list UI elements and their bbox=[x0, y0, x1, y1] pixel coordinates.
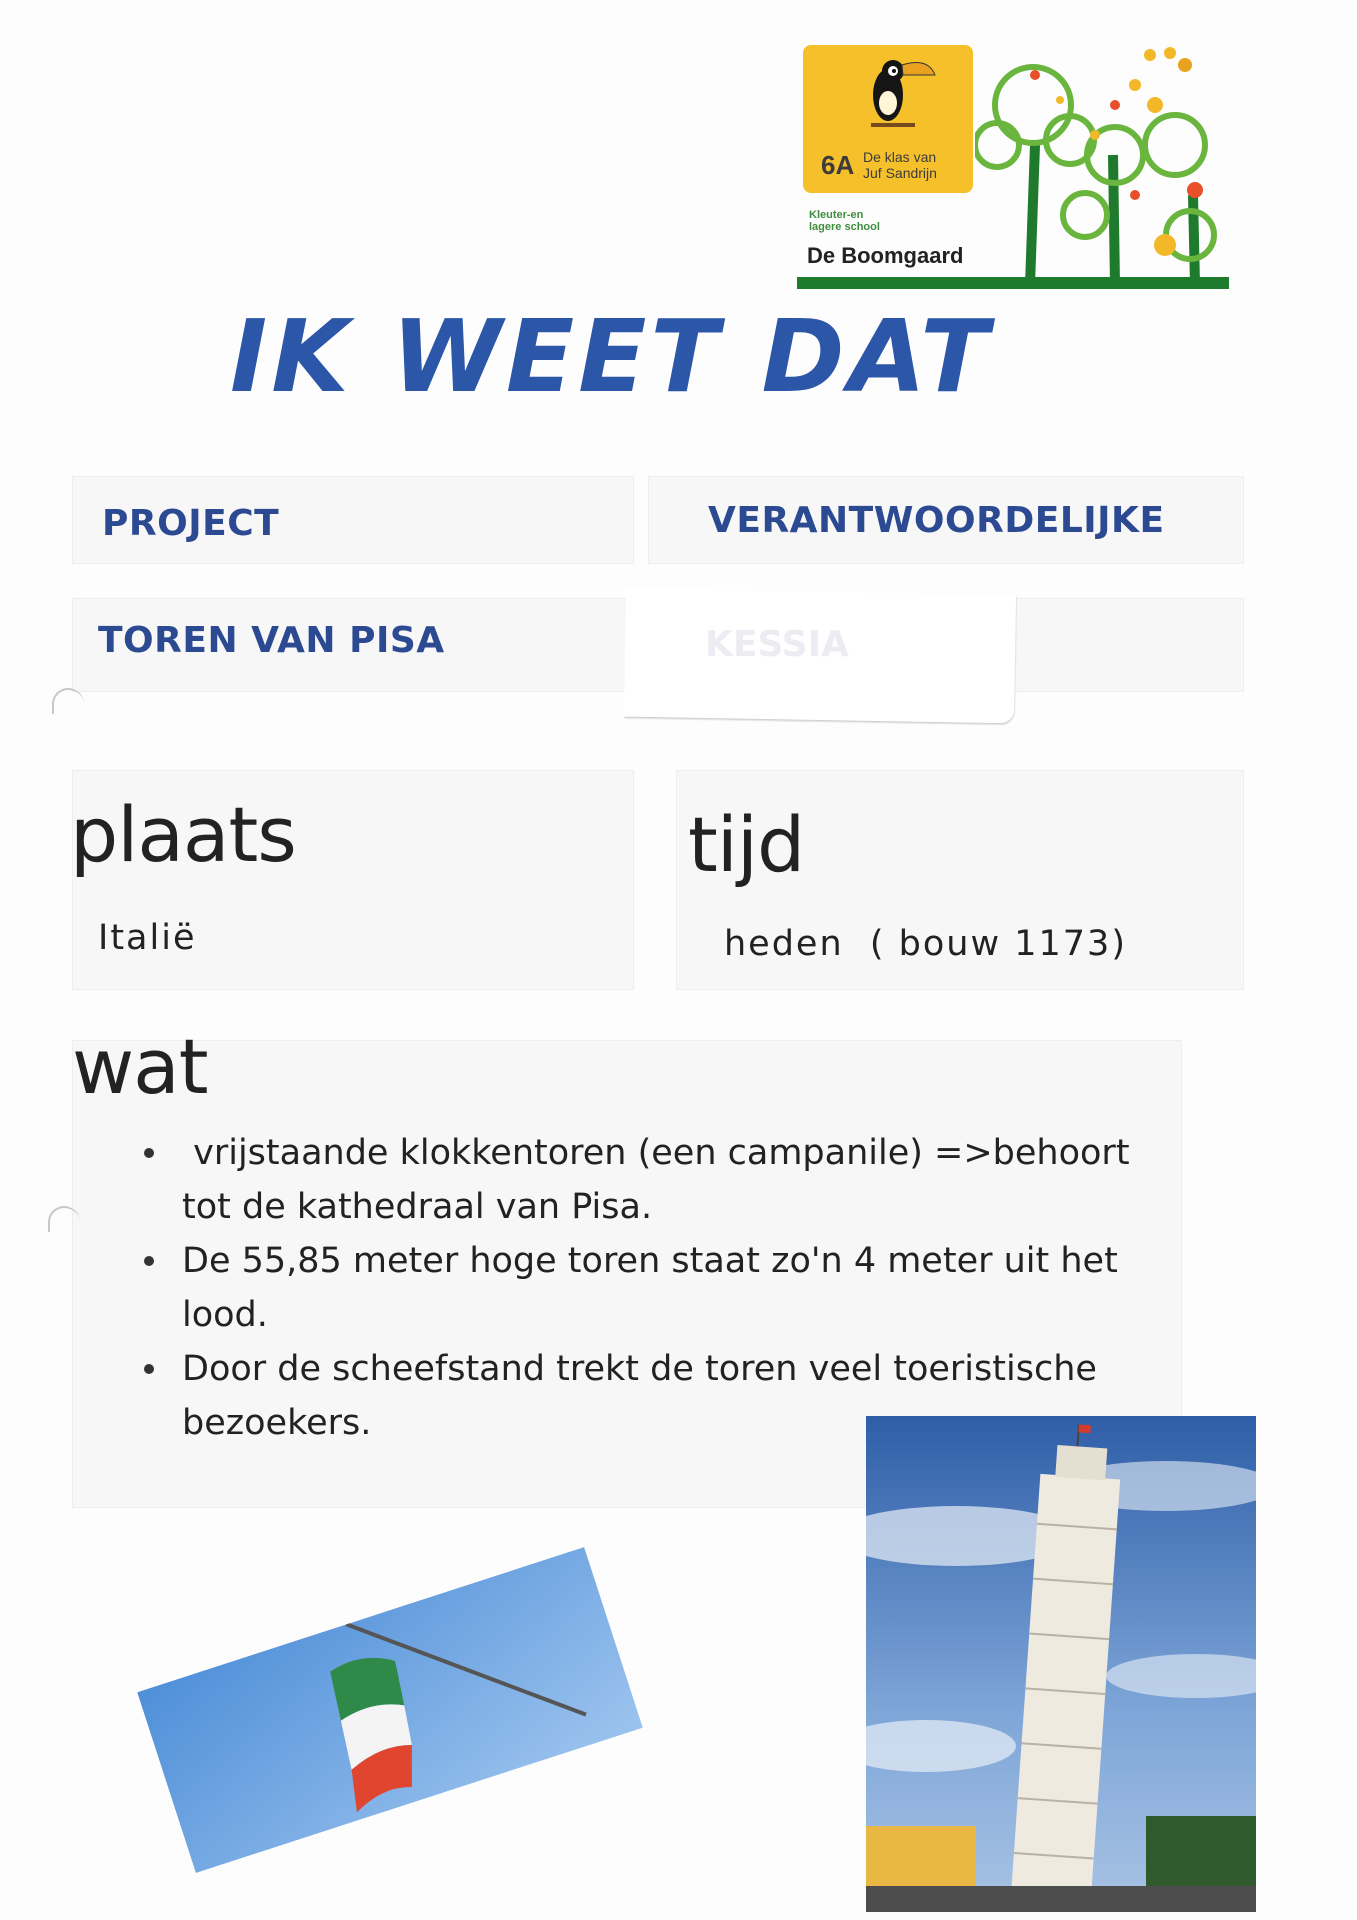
time-value: heden ( bouw 1173) bbox=[724, 924, 1127, 964]
class-badge bbox=[803, 45, 973, 193]
school-type: Kleuter-en lagere school bbox=[809, 209, 880, 233]
toucan-icon bbox=[803, 45, 973, 150]
punch-hole bbox=[52, 688, 84, 714]
time-heading: tijd bbox=[688, 800, 805, 889]
flag-image bbox=[137, 1547, 643, 1873]
class-code: 6A bbox=[821, 150, 855, 180]
list-item: vrijstaande klokkentoren (een campanile) =>behoort tot de kathedraal van Pisa. bbox=[140, 1126, 1140, 1234]
place-value: Italië bbox=[98, 918, 197, 958]
italian-flag-photo bbox=[137, 1547, 643, 1873]
facts-list bbox=[140, 1126, 1140, 1450]
page-title: IK WEET DAT bbox=[230, 298, 993, 415]
project-label: PROJECT bbox=[102, 503, 280, 544]
what-heading: wat bbox=[72, 1022, 208, 1111]
class-name: De klas van Juf Sandrijn bbox=[863, 149, 937, 181]
school-name: De Boomgaard bbox=[807, 243, 964, 268]
list-item: Door de scheefstand trekt de toren veel toeristische bezoekers. bbox=[140, 1342, 1140, 1450]
responsible-value: KESSIA bbox=[705, 624, 849, 665]
punch-hole bbox=[48, 1206, 80, 1232]
tower-image bbox=[866, 1416, 1256, 1912]
place-heading: plaats bbox=[70, 790, 296, 879]
orchard-trees-icon bbox=[975, 45, 1235, 285]
ground-bar bbox=[797, 277, 1229, 289]
project-value: TOREN VAN PISA bbox=[98, 620, 445, 661]
responsible-label: VERANTWOORDELIJKE bbox=[708, 500, 1165, 541]
list-item: De 55,85 meter hoge toren staat zo'n 4 meter uit het lood. bbox=[140, 1234, 1140, 1342]
leaning-tower-photo bbox=[866, 1416, 1256, 1912]
school-logo bbox=[795, 45, 1235, 295]
